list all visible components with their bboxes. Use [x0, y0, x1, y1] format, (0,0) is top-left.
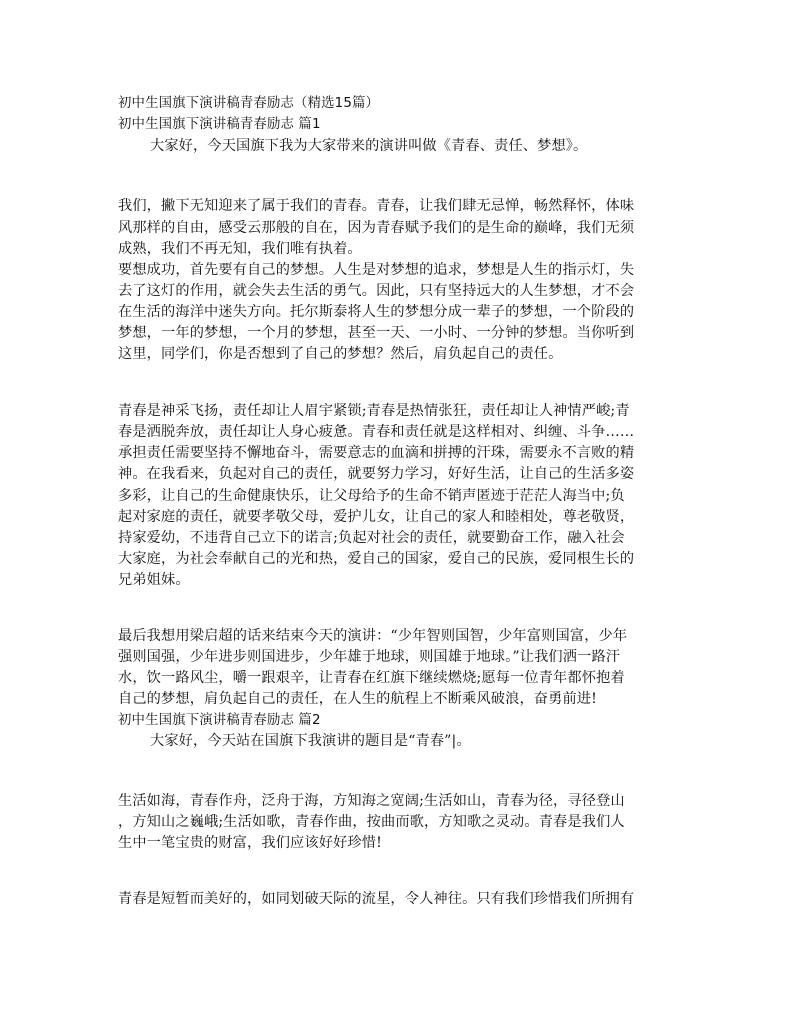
paragraph-line: 生活如海，青春作舟，泛舟于海，方知海之宽阔;生活如山，青春为径，寻径登山: [118, 793, 625, 809]
paragraph-line: 梦想，一年的梦想，一个月的梦想，甚至一天、一小时、一分钟的梦想。当你听到: [118, 325, 635, 341]
paragraph-line: 春是洒脱奔放，责任却让人身心疲惫。青春和责任就是这样相对、纠缠、斗争……: [118, 424, 635, 440]
paragraph-line: 强则国强，少年进步则国进步，少年雄于地球，则国雄于地球。”让我们洒一路汗: [118, 649, 621, 665]
paragraph-line: 起对家庭的责任，就要孝敬父母，爱护儿女，让自己的家人和睦相处，尊老敬贤，: [118, 509, 635, 525]
paragraph-line: 神。在我看来，负起对自己的责任，就要努力学习，好好生活，让自己的生活多姿: [118, 466, 635, 482]
section-1-heading: 初中生国旗下演讲稿青春励志 篇1: [118, 117, 321, 132]
paragraph-line: 青春是神采飞扬，责任却让人眉宇紧锁;青春是热情张狂，责任却让人神情严峻;青: [118, 403, 630, 419]
document-title: 初中生国旗下演讲稿青春励志（精选15篇）: [118, 96, 380, 111]
paragraph-line: 去了这灯的作用，就会失去生活的勇气。因此，只有坚持远大的人生梦想，才不会: [118, 283, 635, 299]
paragraph-line: 我们，撇下无知迎来了属于我们的青春。青春，让我们肆无忌惮，畅然释怀，体味: [118, 198, 635, 214]
paragraph-line: 自己的梦想，肩负起自己的责任，在人生的航程上不断乘风破浪，奋勇前进!: [118, 691, 597, 707]
paragraph-line: 这里，同学们，你是否想到了自己的梦想？然后，肩负起自己的责任。: [118, 346, 563, 362]
paragraph-line: 生中一笔宝贵的财富，我们应该好好珍惜!: [118, 835, 382, 851]
paragraph-line: 水，饮一路风尘，嚼一跟艰辛，让青春在红旗下继续燃烧;愿每一位青年都怀抱着: [118, 670, 625, 686]
paragraph-line: 大家庭，为社会奉献自己的光和热，爱自己的国家，爱自己的民族，爱同根生长的: [118, 551, 635, 567]
paragraph-line: 青春是短暂而美好的，如同划破天际的流星，令人神往。只有我们珍惜我们所拥有: [118, 891, 635, 907]
paragraph-line: 风那样的自由，感受云那般的自在，因为青春赋予我们的是生命的巅峰，我们无须: [118, 220, 635, 236]
paragraph-line: 承担责任需要坚持不懈地奋斗，需要意志的血滴和拼搏的汗珠，需要永不言败的精: [118, 445, 635, 461]
paragraph-line: 最后我想用梁启超的话来结束今天的演讲：“少年智则国智，少年富则国富，少年: [118, 628, 628, 644]
section-2-intro: 大家好，今天站在国旗下我演讲的题目是“青春”|。: [150, 733, 471, 749]
section-2-heading: 初中生国旗下演讲稿青春励志 篇2: [118, 713, 321, 728]
paragraph-line: 在生活的海洋中迷失方向。托尔斯泰将人生的梦想分成一辈子的梦想，一个阶段的: [118, 304, 635, 320]
paragraph-line: 多彩，让自己的生命健康快乐，让父母给予的生命不销声匿迹于茫茫人海当中;负: [118, 488, 625, 504]
paragraph-line: 要想成功，首先要有自己的梦想。人生是对梦想的追求，梦想是人生的指示灯，失: [118, 262, 635, 278]
paragraph-line: 成熟，我们不再无知，我们唯有执着。: [118, 241, 362, 257]
paragraph-line: 兄弟姐妹。: [118, 572, 190, 588]
section-1-intro: 大家好，今天国旗下我为大家带来的演讲叫做《青春、责任、梦想》。: [150, 138, 588, 154]
paragraph-line: 持家爱幼，不违背自己立下的诺言;负起对社会的责任，就要勤奋工作，融入社会: [118, 530, 625, 546]
paragraph-line: ，方知山之巍峨;生活如歌，青春作曲，按曲而歌，方知歌之灵动。青春是我们人: [118, 814, 625, 830]
